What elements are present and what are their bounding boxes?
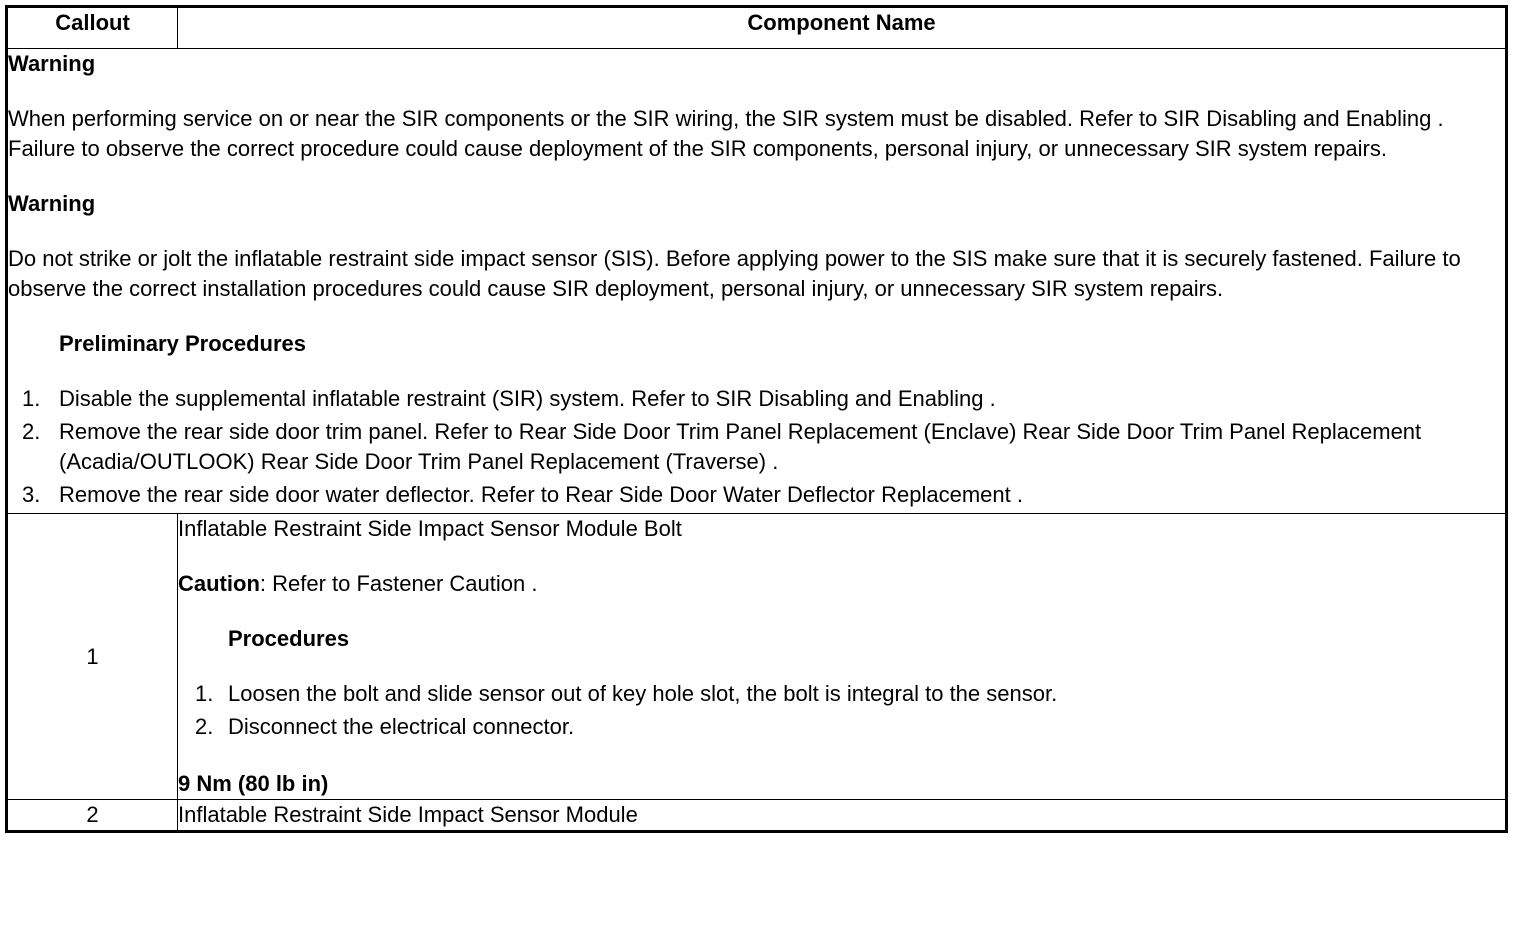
component-name: Inflatable Restraint Side Impact Sensor Module Bolt [178, 516, 682, 541]
callout-cell: 1 [7, 514, 178, 800]
callout-cell: 2 [7, 800, 178, 832]
preliminary-procedures-heading: Preliminary Procedures [59, 331, 307, 356]
step-number: 3. [22, 482, 41, 507]
header-row [7, 7, 1507, 49]
step-number: 2. [22, 419, 41, 444]
list-item [8, 480, 1505, 510]
preliminary-cell [7, 49, 1507, 514]
list-item [178, 712, 1505, 742]
preliminary-row [7, 49, 1507, 514]
warning-text: When performing service on or near the SIR components or the SIR wiring, the SIR system must be disabled. Refer to SIR Disabling and Enabling . Failure to observe the correct procedure could cause deployment of the SIR components, personal injury, or unnecessary SIR system repairs. [8, 106, 1444, 161]
step-number: 1. [22, 386, 41, 411]
step-number: 2. [195, 714, 214, 739]
step-text: Disable the supplemental inflatable restraint (SIR) system. Refer to SIR Disabling and Enabling . [59, 386, 996, 411]
caution-label: Caution [178, 571, 260, 596]
warning-label: Warning [8, 51, 96, 76]
warning-text: Do not strike or jolt the inflatable restraint side impact sensor (SIS). Before applying power to the SIS make sure that it is securely fastened. Failure to observe the correct installation procedures could cause SIR deployment, personal injury, or unnecessary SIR system repairs. [8, 246, 1461, 301]
component-cell [178, 800, 1507, 832]
step-text: Remove the rear side door trim panel. Refer to Rear Side Door Trim Panel Replacement (Enclave) Rear Side Door Trim Panel Replacement (Acadia/OUTLOOK) Rear Side Door Trim Panel Replacement (Traverse) . [59, 419, 1422, 474]
warning-label: Warning [8, 191, 96, 216]
procedure-table [5, 5, 1508, 833]
component-name-header: Component Name [178, 7, 1507, 49]
component-cell [178, 514, 1507, 800]
step-text: Remove the rear side door water deflector. Refer to Rear Side Door Water Deflector Replacement . [59, 482, 1023, 507]
component-name: Inflatable Restraint Side Impact Sensor Module [178, 802, 638, 827]
list-item [8, 417, 1505, 477]
table-row [7, 800, 1507, 832]
step-text: Loosen the bolt and slide sensor out of key hole slot, the bolt is integral to the sensor. [228, 681, 1058, 706]
step-text: Disconnect the electrical connector. [228, 714, 575, 739]
table-row [7, 514, 1507, 800]
torque-spec: 9 Nm (80 lb in) [178, 771, 329, 796]
preliminary-steps-list [8, 384, 1505, 510]
callout-header: Callout [7, 7, 178, 49]
procedures-heading: Procedures [228, 626, 350, 651]
list-item [178, 679, 1505, 709]
procedure-steps-list [178, 679, 1505, 742]
step-number: 1. [195, 681, 214, 706]
list-item [8, 384, 1505, 414]
caution-text: : Refer to Fastener Caution . [259, 571, 538, 596]
caution-line [178, 569, 1505, 599]
